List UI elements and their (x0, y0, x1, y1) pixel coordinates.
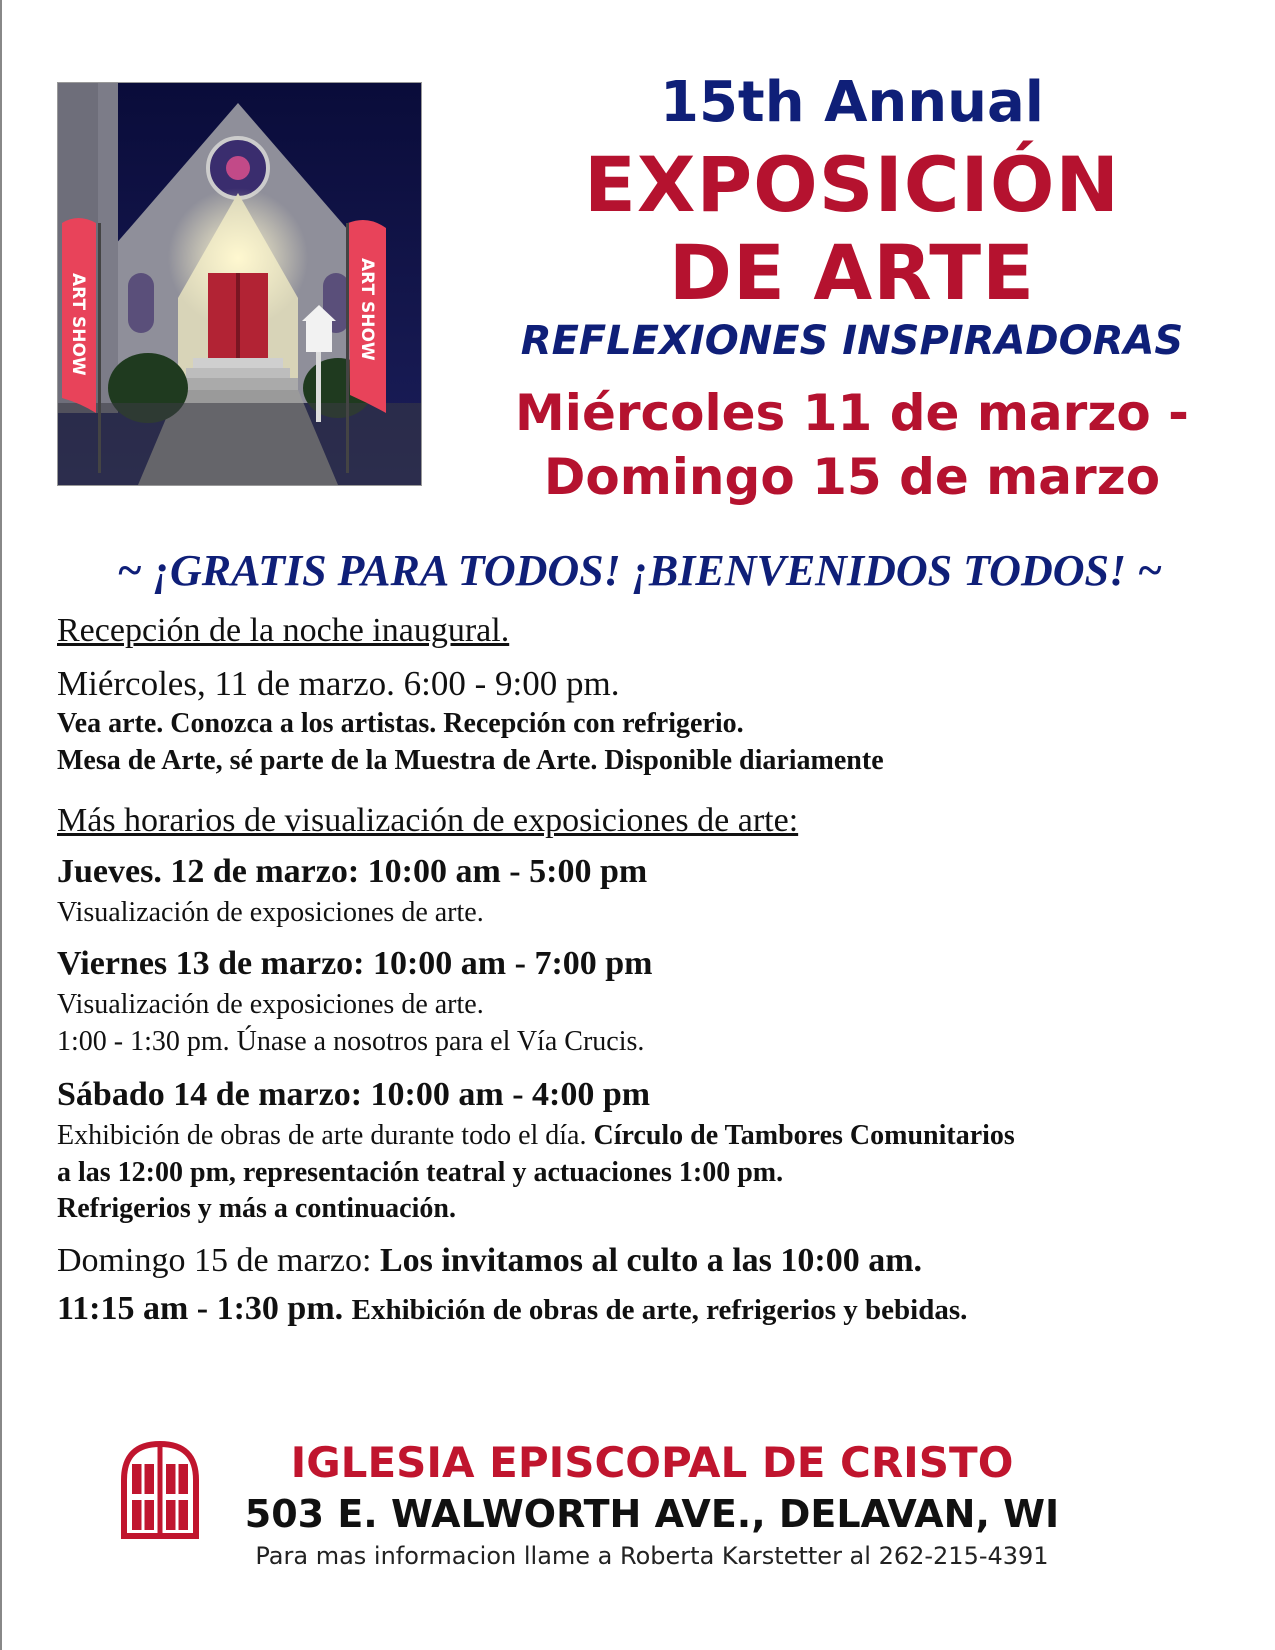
banner-left-text: ART SHOW (68, 273, 88, 376)
thursday-line-1: Visualización de exposiciones de arte. (57, 897, 484, 928)
church-address: 503 E. WALWORTH AVE., DELAVAN, WI (244, 1492, 1060, 1536)
saturday-line-2: a las 12:00 pm, representación teatral y actuaciones 1:00 pm. (57, 1157, 784, 1188)
welcome-banner: ~ ¡GRATIS PARA TODOS! ¡BIENVENIDOS TODOS! ~ (116, 546, 1163, 595)
saturday-line-3: Refrigerios y más a continuación. (57, 1193, 456, 1224)
thursday-title: Jueves. 12 de marzo: 10:00 am - 5:00 pm (57, 853, 648, 890)
saturday-title: Sábado 14 de marzo: 10:00 am - 4:00 pm (57, 1076, 651, 1113)
sunday-line-1-bold: Los invitamos al culto a las 10:00 am. (379, 1242, 923, 1279)
banner-right-text: ART SHOW (357, 258, 377, 361)
date-range-line-1: Miércoles 11 de marzo - (515, 384, 1189, 442)
saturday-line-1-bold: Círculo de Tambores Comunitarios (593, 1120, 1015, 1151)
sunday-line-2-small: Exhibición de obras de arte, refrigerios y bebidas. (351, 1294, 968, 1326)
sunday-line-2-bold: 11:15 am - 1:30 pm. (57, 1290, 352, 1327)
contact-info: Para mas informacion llame a Roberta Karstetter al 262-215-4391 (255, 1542, 1049, 1570)
opening-date: Miércoles, 11 de marzo. 6:00 - 9:00 pm. (57, 664, 620, 703)
annual-label: 15th Annual (660, 70, 1044, 135)
saturday-line-1-regular: Exhibición de obras de arte durante todo el día. (57, 1120, 594, 1151)
title-line-2: DE ARTE (668, 228, 1036, 317)
saturday-line-1 (57, 1120, 1015, 1152)
opening-heading: Recepción de la noche inaugural. (57, 612, 510, 649)
opening-line-2: Mesa de Arte, sé parte de la Muestra de Arte. Disponible diariamente (57, 745, 884, 776)
title-line-1: EXPOSICIÓN (583, 140, 1121, 229)
sunday-line-1-regular: Domingo 15 de marzo: (57, 1242, 380, 1279)
church-door-icon (120, 1440, 200, 1540)
subtitle: REFLEXIONES INSPIRADORAS (520, 318, 1184, 364)
sunday-line-1 (57, 1242, 922, 1280)
friday-line-1: Visualización de exposiciones de arte. (57, 989, 484, 1020)
church-name: IGLESIA EPISCOPAL DE CRISTO (290, 1438, 1014, 1487)
friday-title: Viernes 13 de marzo: 10:00 am - 7:00 pm (57, 945, 653, 982)
sunday-line-2 (57, 1290, 967, 1328)
opening-line-1: Vea arte. Conozca a los artistas. Recepción con refrigerio. (57, 708, 744, 739)
date-range-line-2: Domingo 15 de marzo (543, 448, 1161, 506)
friday-line-2: 1:00 - 1:30 pm. Únase a nosotros para el Vía Crucis. (57, 1026, 645, 1057)
more-hours-heading: Más horarios de visualización de exposiciones de arte: (57, 802, 799, 839)
church-photo (57, 82, 422, 486)
